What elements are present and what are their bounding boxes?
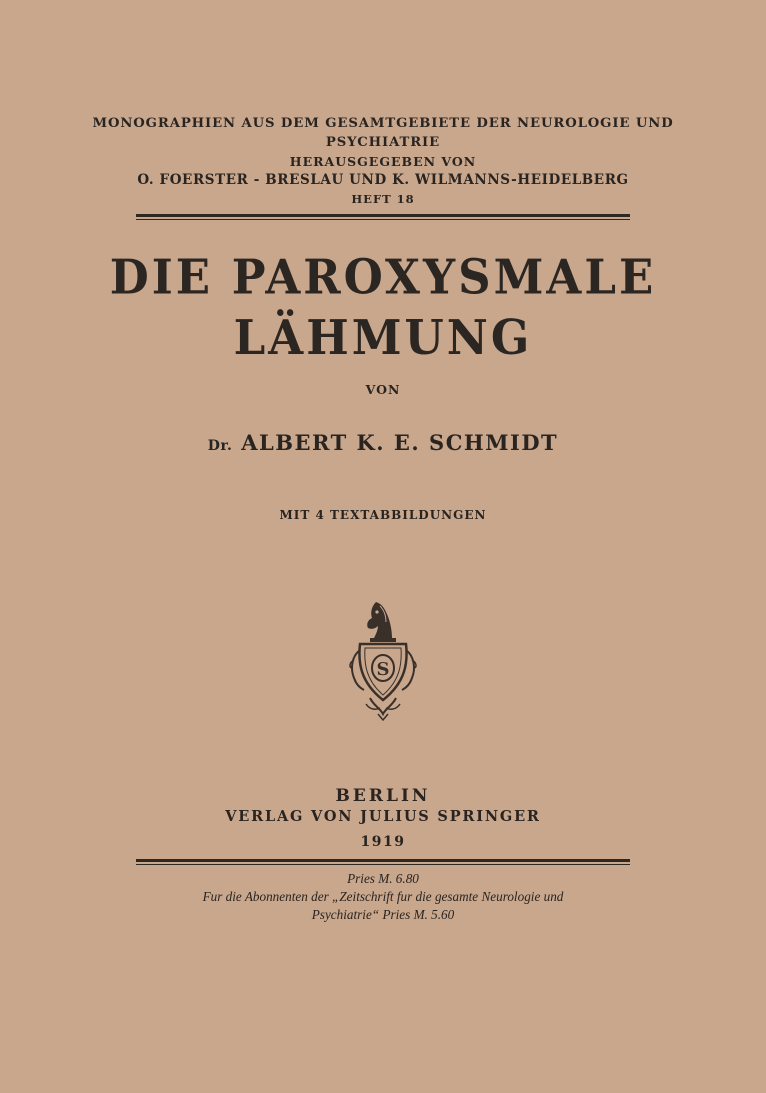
springer-knight-emblem-icon [346,598,420,724]
series-title-line-2: PSYCHIATRIE [325,135,441,150]
top-double-rule [136,214,630,220]
price-line-1: Pries M. 6.80 [347,871,419,886]
book-title-line-2: LÄHMUNG [233,310,533,366]
publication-year: 1919 [360,834,406,850]
price-note [0,870,766,924]
series-title-line-1: MONOGRAPHIEN AUS DEM GESAMTGEBIETE DER NEUROLOGIE UND [92,116,674,131]
illustrations-note: MIT 4 TEXTABBILDUNGEN [279,508,487,522]
price-line-2: Fur die Abonnenten der „Zeitschrift fur die gesamte Neurologie und [202,889,564,904]
by-label: VON [365,382,401,397]
book-title-line-1: DIE PAROXYSMALE [109,249,657,305]
author [0,430,766,455]
price-line-3: Psychiatrie“ Pries M. 5.60 [311,907,455,922]
bottom-double-rule [136,859,630,865]
emblem-letter: S [376,659,390,680]
issue-number: HEFT 18 [351,192,415,206]
editors-label: HERAUSGEGEBEN VON [289,154,477,169]
series-title [0,114,766,152]
book-title [0,247,766,369]
publisher-name: VERLAG VON JULIUS SPRINGER [225,808,541,825]
author-name: ALBERT K. E. SCHMIDT [241,430,559,455]
editors-block [0,152,766,209]
publisher-city: BERLIN [335,786,431,806]
author-prefix: Dr. [207,438,233,454]
editors-names: O. FOERSTER - BRESLAU UND K. WILMANNS-HEIDELBERG [137,172,629,188]
